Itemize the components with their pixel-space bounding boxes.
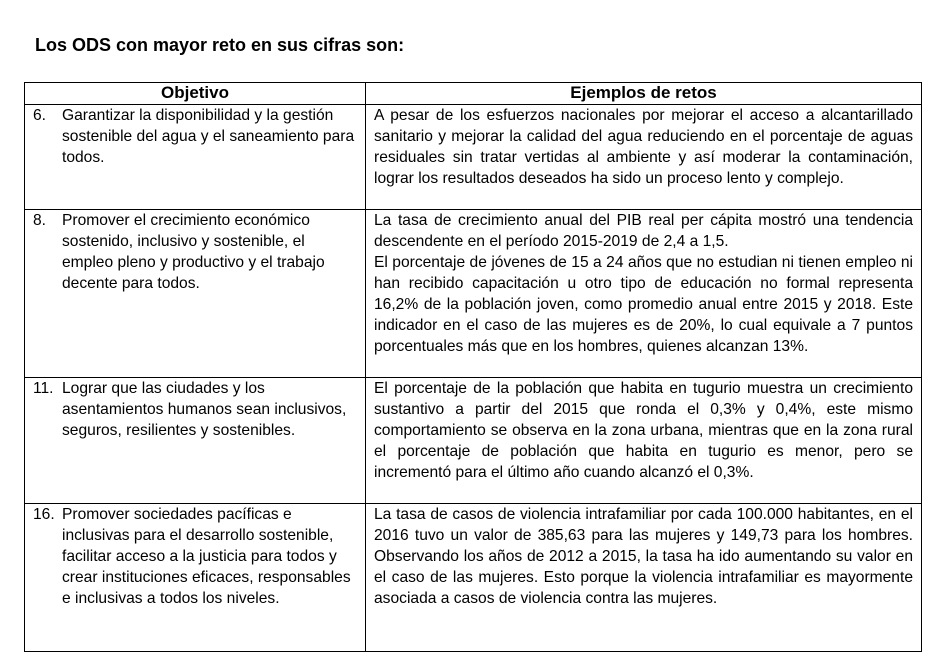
objective-cell bbox=[25, 105, 366, 210]
objective-cell bbox=[25, 504, 366, 652]
objective-text: Lograr que las ciudades y los asentamientos humanos sean inclusivos, seguros, resilientes y sostenibles. bbox=[62, 380, 347, 439]
header-challenges: Ejemplos de retos bbox=[366, 83, 922, 105]
table-header-row bbox=[25, 83, 922, 105]
challenge-paragraph: La tasa de crecimiento anual del PIB real per cápita mostró una tendencia descendente en el período 2015-2019 de 2,4 a 1,5. bbox=[374, 212, 913, 250]
table-row bbox=[25, 504, 922, 652]
header-objective: Objetivo bbox=[25, 83, 366, 105]
objective-cell bbox=[25, 378, 366, 504]
objective-number: 11. bbox=[33, 380, 54, 397]
challenges-cell bbox=[366, 504, 922, 652]
page-title: Los ODS con mayor reto en sus cifras son: bbox=[35, 35, 405, 55]
challenge-paragraph: La tasa de casos de violencia intrafamiliar por cada 100.000 habitantes, en el 2016 tuvo un valor de 385,63 para las mujeres y 149,73 para los hombres. Observando los años de 2012 a 2015, la tasa ha ido aumentando su valor en el caso de las mujeres. Esto porque la violencia intrafamiliar es mayormente asociada a casos de violencia contra las mujeres. bbox=[374, 506, 913, 607]
challenges-cell bbox=[366, 210, 922, 378]
challenge-paragraph: El porcentaje de la población que habita en tugurio muestra un crecimiento sustantivo a partir del 2015 que ronda el 0,3% y 0,4%, este mismo comportamiento se observa en la zona urbana, mientras que en la zona rural el porcentaje de población que habita en tugurio es menor, pero se incrementó para el último año cuando alcanzó el 0,3%. bbox=[374, 380, 913, 481]
challenges-cell bbox=[366, 378, 922, 504]
objective-text: Promover sociedades pacíficas e inclusivas para el desarrollo sostenible, facilitar acceso a la justicia para todos y crear instituciones eficaces, responsables e inclusivas a todos los niveles. bbox=[62, 506, 351, 607]
objective-text: Garantizar la disponibilidad y la gestión sostenible del agua y el saneamiento para todos. bbox=[62, 107, 355, 166]
challenges-cell bbox=[366, 105, 922, 210]
challenge-paragraph: El porcentaje de jóvenes de 15 a 24 años que no estudian ni tienen empleo ni han recibido capacitación u otro tipo de educación no formal representa 16,2% de la población joven, como promedio anual entre 2015 y 2018. Este indicador en el caso de las mujeres es de 20%, lo cual equivale a 7 puntos porcentuales más que en los hombres, quienes alcanzan 13%. bbox=[374, 254, 913, 355]
table-row bbox=[25, 210, 922, 378]
objective-text: Promover el crecimiento económico sostenido, inclusivo y sostenible, el empleo pleno y productivo y el trabajo decente para todos. bbox=[62, 212, 325, 292]
objective-number: 16. bbox=[33, 506, 55, 523]
objective-cell bbox=[25, 210, 366, 378]
objective-number: 8. bbox=[33, 212, 47, 229]
ods-challenges-table bbox=[24, 82, 922, 652]
objective-number: 6. bbox=[33, 107, 47, 124]
table-row bbox=[25, 378, 922, 504]
challenge-paragraph: A pesar de los esfuerzos nacionales por mejorar el acceso a alcantarillado sanitario y mejorar la calidad del agua reduciendo en el porcentaje de aguas residuales sin tratar vertidas al ambiente y así moderar la contaminación, lograr los resultados deseados ha sido un proceso lento y complejo. bbox=[374, 107, 913, 187]
table-row bbox=[25, 105, 922, 210]
